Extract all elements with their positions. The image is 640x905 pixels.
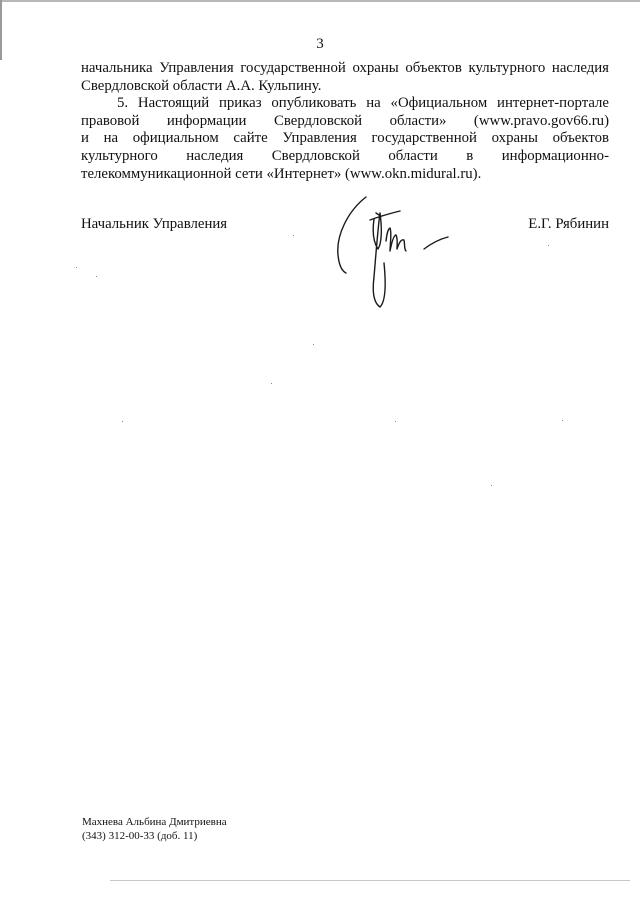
scan-speck [562, 420, 563, 421]
contact-phone: (343) 312-00-33 (доб. 11) [82, 830, 198, 842]
text-line: правовой информации Свердловской области» (www.pravo.gov66.ru) [81, 112, 609, 129]
text-line: телекоммуникационной сети «Интернет» (www.okn.midural.ru). [81, 165, 482, 182]
text-line: и на официальном сайте Управления государственной охраны объектов [81, 130, 609, 147]
scan-speck [271, 383, 272, 384]
paragraph-2 [81, 95, 609, 183]
scan-speck [491, 485, 492, 486]
document-body [81, 60, 609, 183]
scan-speck [395, 421, 396, 422]
scan-speck [548, 245, 549, 246]
text-line: Свердловской области А.А. Кульпину. [81, 77, 322, 94]
scan-edge-top [0, 0, 640, 2]
handwritten-signature-icon [330, 193, 460, 313]
text-line: начальника Управления государственной охраны объектов культурного наследия [81, 60, 609, 76]
page-number: 3 [316, 36, 324, 52]
scan-speck [293, 235, 294, 236]
scan-speck [76, 267, 77, 268]
text-line: 5. Настоящий приказ опубликовать на «Официальном интернет-портале [117, 95, 609, 112]
contact-info [82, 815, 227, 843]
scan-speck [313, 344, 314, 345]
signer-name: Е.Г. Рябинин [528, 216, 609, 232]
paragraph-1 [81, 60, 609, 95]
text-line: культурного наследия Свердловской области в информационно- [81, 147, 609, 164]
scan-speck [96, 276, 97, 277]
scan-edge-bottom [110, 880, 630, 881]
scan-speck [122, 421, 123, 422]
signer-position: Начальник Управления [81, 216, 228, 232]
contact-name: Махнева Альбина Дмитриевна [82, 816, 227, 828]
